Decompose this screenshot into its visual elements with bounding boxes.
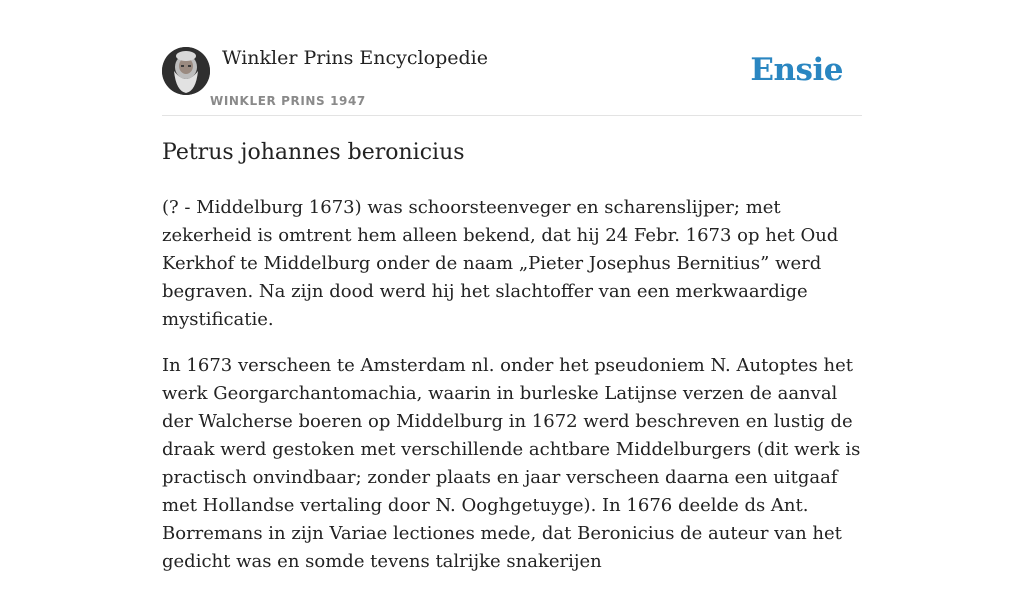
article-paragraph: In 1673 verscheen te Amsterdam nl. onder het pseudoniem N. Autoptes het werk Georgarchantomachia, waarin in burleske Latijnse verzen de aanval der Walcherse boeren op Middelburg in 1672 werd beschreven en lustig de draak werd gestoken met verschillende achtbare Middelburgers (dit werk is practisch onvindbaar; zonder plaats en jaar verscheen daarna een uitgaaf met Hollandse vertaling door N. Ooghgetuyge). In 1676 deelde ds Ant. Borremans in zijn Variae lectiones mede, dat Beronicius de auteur van het gedicht was en somde tevens talrijke snakerijen	[162, 355, 861, 572]
article-paragraph: (? - Middelburg 1673) was schoorsteenveger en scharenslijper; met zekerheid is omtrent hem alleen bekend, dat hij 24 Febr. 1673 op het Oud Kerkhof te Middelburg onder de naam „Pieter Josephus Bernitius” werd begraven. Na zijn dood werd hij het slachtoffer van een merkwaardige mystificatie.	[162, 197, 839, 330]
site-header	[162, 44, 862, 116]
brand-logo[interactable]: Ensie	[750, 52, 843, 88]
edition-label[interactable]: WINKLER PRINS 1947	[210, 94, 366, 108]
bearded-man-portrait-icon[interactable]	[162, 47, 210, 95]
article-title: Petrus johannes beronicius	[162, 140, 465, 165]
site-name[interactable]: Winkler Prins Encyclopedie	[222, 47, 488, 69]
article-body	[162, 194, 862, 594]
